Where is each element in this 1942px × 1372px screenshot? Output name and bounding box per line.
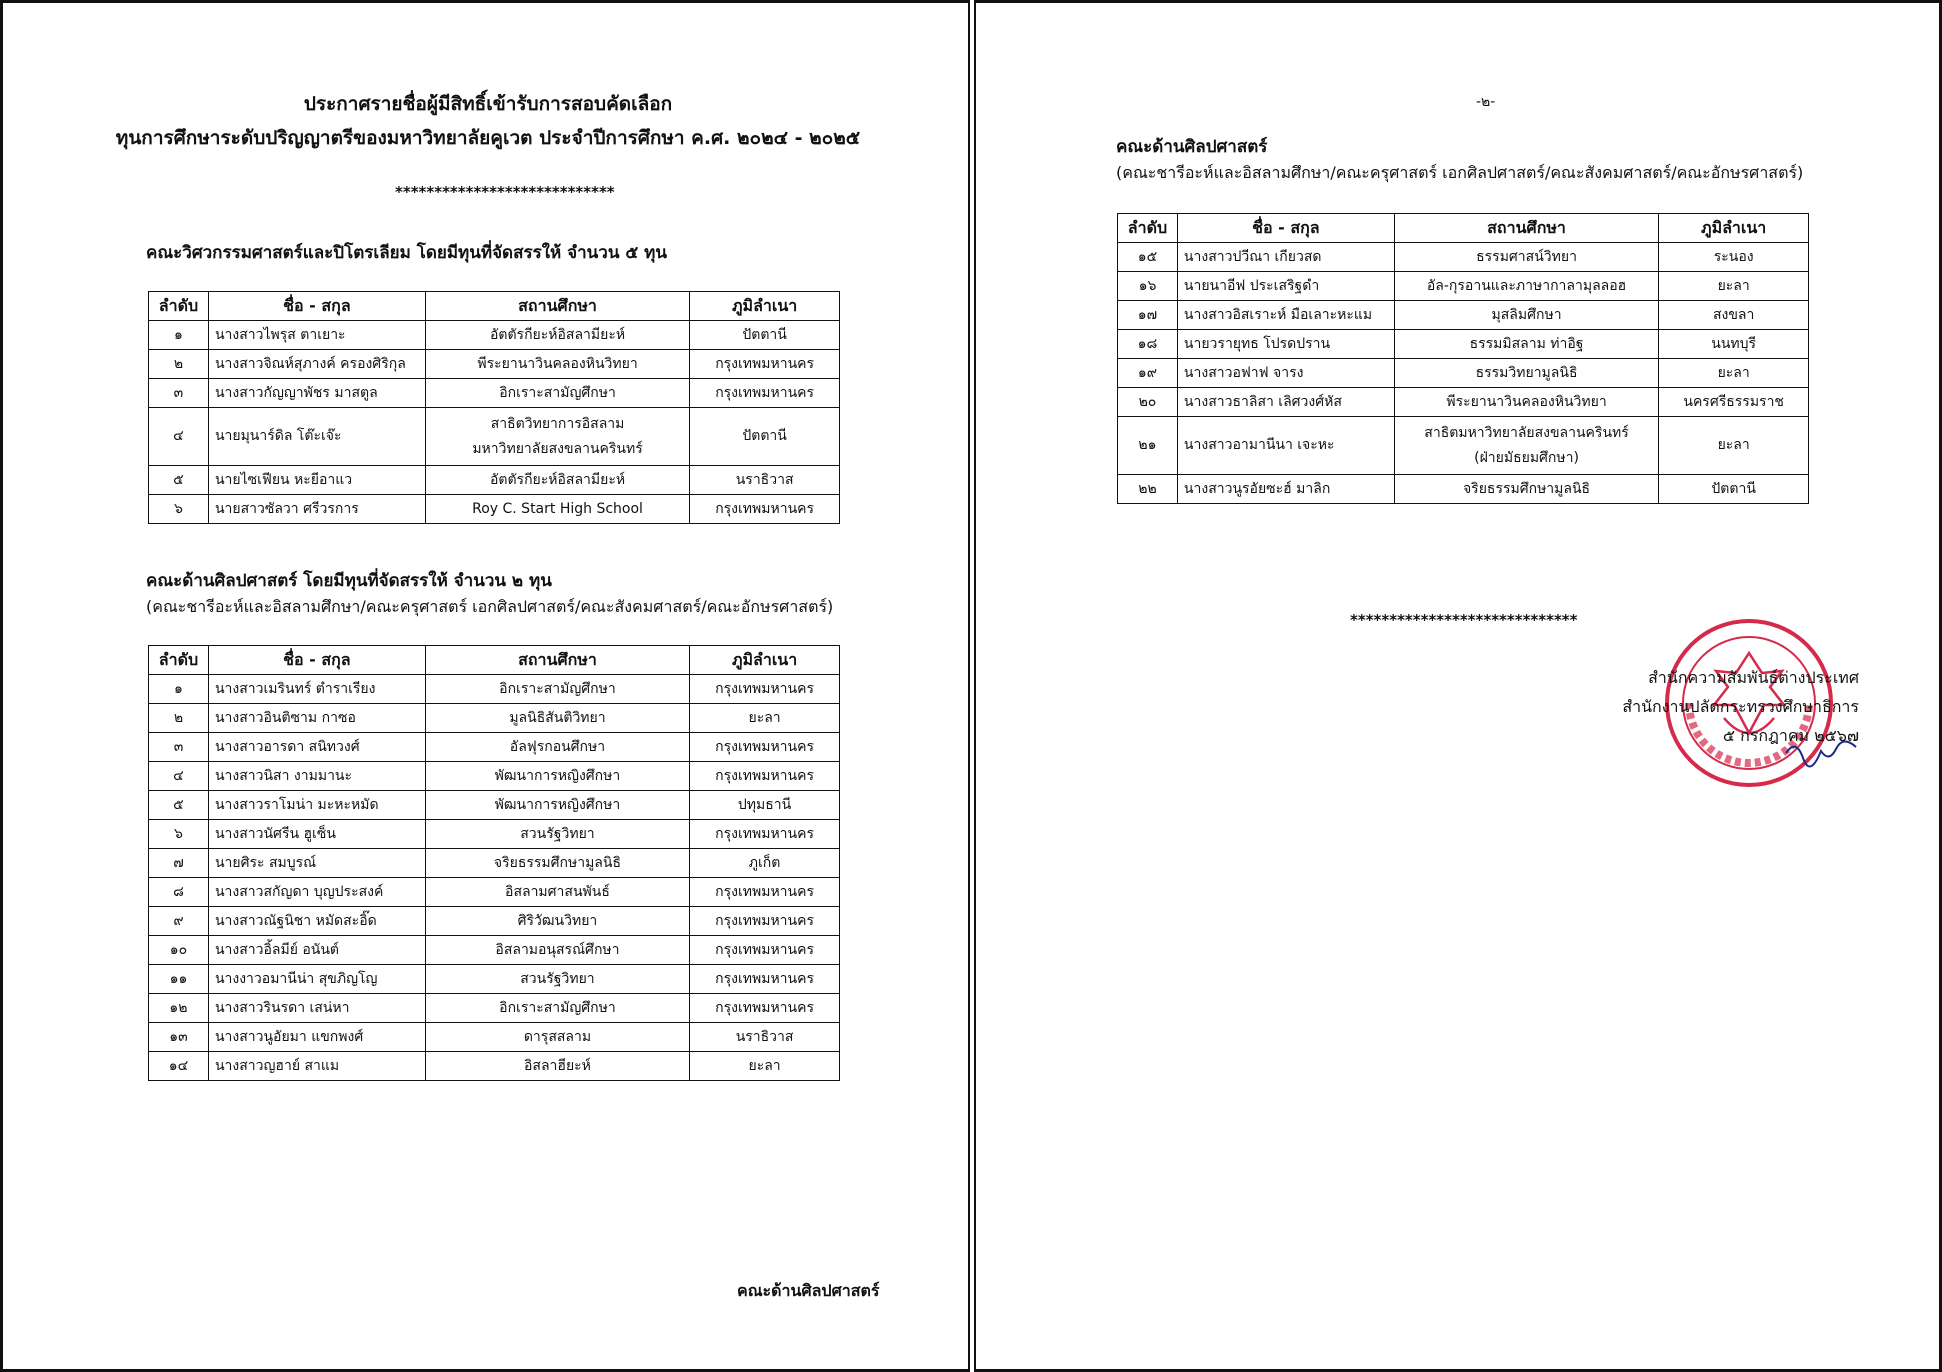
row-province: นราธิวาส (690, 1023, 840, 1052)
row-province: กรุงเทพมหานคร (690, 994, 840, 1023)
row-school: อิสลาฮียะห์ (425, 1052, 689, 1081)
row-no: ๔ (149, 762, 209, 791)
liberal-arts-table-page-1 (148, 645, 840, 1081)
row-no: ๑๗ (1118, 301, 1178, 330)
row-province: กรุงเทพมหานคร (690, 350, 840, 379)
row-school: จริยธรรมศึกษามูลนิธิ (425, 849, 689, 878)
row-no: ๓ (149, 733, 209, 762)
row-school: ดารุสสลาม (425, 1023, 689, 1052)
row-school: อัตตัรกียะห์อิสลามียะห์ (425, 466, 689, 495)
header-no: ลำดับ (149, 292, 209, 321)
row-no: ๕ (149, 791, 209, 820)
table-header-row (149, 646, 840, 675)
row-no: ๖ (149, 495, 209, 524)
row-school: พีระยานาวินคลองหินวิทยา (1394, 388, 1659, 417)
row-school: ธรรมศาสน์วิทยา (1394, 243, 1659, 272)
row-no: ๑๓ (149, 1023, 209, 1052)
row-province: กรุงเทพมหานคร (690, 762, 840, 791)
row-school: มุสลิมศึกษา (1394, 301, 1659, 330)
table-row (149, 466, 840, 495)
row-province: นนทบุรี (1659, 330, 1809, 359)
table-row (149, 733, 840, 762)
table-header-row (1118, 214, 1809, 243)
row-school: อิกเราะสามัญศึกษา (425, 994, 689, 1023)
page-number: -๒- (1476, 94, 1496, 110)
row-no: ๘ (149, 878, 209, 907)
table-row (149, 965, 840, 994)
row-school (1394, 417, 1659, 475)
table-row (1118, 475, 1809, 504)
row-no: ๑๕ (1118, 243, 1178, 272)
row-school: อิสลามอนุสรณ์ศึกษา (425, 936, 689, 965)
row-province: นราธิวาส (690, 466, 840, 495)
engineering-table (148, 291, 840, 524)
row-province: ปัตตานี (690, 408, 840, 466)
table-header-row (149, 292, 840, 321)
signature-line-2: สำนักงานปลัดกระทรวงศึกษาธิการ (1622, 697, 1859, 716)
table-row (149, 762, 840, 791)
row-school: อิสลามศาสนพันธ์ (425, 878, 689, 907)
row-no: ๖ (149, 820, 209, 849)
table-row (149, 907, 840, 936)
row-name: นางสาวณัฐนิชา หมัดสะอิ๊ด (208, 907, 425, 936)
signature-date: ๕ กรกฎาคม ๒๕๖๗ (1722, 726, 1859, 745)
table-row (149, 878, 840, 907)
row-name: นางสาวญฮาย์ สาแม (208, 1052, 425, 1081)
row-name: นางสาวอิสเราะห์ มือเลาะหะแม (1177, 301, 1394, 330)
row-name: นางสาวปวีณา เกียวสด (1177, 243, 1394, 272)
announcement-title-line-2: ทุนการศึกษาระดับปริญญาตรีของมหาวิทยาลัยคูเวต ประจำปีการศึกษา ค.ศ. ๒๐๒๔ - ๒๐๒๕ (115, 127, 861, 149)
row-school: สวนรัฐวิทยา (425, 965, 689, 994)
table-row (149, 994, 840, 1023)
row-no: ๑๔ (149, 1052, 209, 1081)
row-name: นายศิระ สมบูรณ์ (208, 849, 425, 878)
row-name: นางสาวอฟาฟ จารง (1177, 359, 1394, 388)
page2-section-subheading: (คณะชารีอะห์และอิสลามศึกษา/คณะครุศาสตร์ เอกศิลปศาสตร์/คณะสังคมศาสตร์/คณะอักษรศาสตร์) (1116, 163, 1804, 182)
row-no: ๒ (149, 350, 209, 379)
row-school-line-2: (ฝ่ายมัธยมศึกษา) (1474, 449, 1579, 466)
row-school: อัตตัรกียะห์อิสลามียะห์ (425, 321, 689, 350)
row-no: ๒ (149, 704, 209, 733)
section-subheading-liberal-arts: (คณะชารีอะห์และอิสลามศึกษา/คณะครุศาสตร์ เอกศิลปศาสตร์/คณะสังคมศาสตร์/คณะอักษรศาสตร์) (146, 597, 834, 616)
row-province: นครศรีธรรมราช (1659, 388, 1809, 417)
signature-line-1: สำนักความสัมพันธ์ต่างประเทศ (1648, 668, 1859, 687)
row-name: นางสาวนูอัยมา แขกพงศ์ (208, 1023, 425, 1052)
row-province: ปัตตานี (1659, 475, 1809, 504)
table-row (1118, 243, 1809, 272)
document-page-1 (0, 0, 970, 1372)
row-name: นางสาวนิสา งามมานะ (208, 762, 425, 791)
row-name: นางสาวจิณห์สุภางค์ ครองศิริกุล (208, 350, 425, 379)
row-school: อิกเราะสามัญศึกษา (425, 379, 689, 408)
row-no: ๑๘ (1118, 330, 1178, 359)
row-name: นายสาวซัลวา ศรีวรการ (208, 495, 425, 524)
table-row (1118, 417, 1809, 475)
section-heading-liberal-arts: คณะด้านศิลปศาสตร์ โดยมีทุนที่จัดสรรให้ จำนวน ๒ ทุน (146, 571, 552, 591)
section-heading-engineering: คณะวิศวกรรมศาสตร์และปิโตรเลียม โดยมีทุนที่จัดสรรให้ จำนวน ๕ ทุน (146, 243, 667, 263)
row-no: ๒๒ (1118, 475, 1178, 504)
row-school: พีระยานาวินคลองหินวิทยา (425, 350, 689, 379)
row-name: นางสาวอารดา สนิทวงศ์ (208, 733, 425, 762)
page2-section-heading: คณะด้านศิลปศาสตร์ (1116, 137, 1268, 157)
row-name: นายวรายุทธ โปรดปราน (1177, 330, 1394, 359)
row-province: กรุงเทพมหานคร (690, 965, 840, 994)
row-school (425, 408, 689, 466)
row-school-line-1: สาธิตวิทยาการอิสลาม (490, 415, 625, 432)
row-no: ๗ (149, 849, 209, 878)
liberal-arts-table-page-2 (1117, 213, 1809, 504)
row-school: ธรรมมิสลาม ท่าอิฐ (1394, 330, 1659, 359)
row-school: ศิริวัฒนวิทยา (425, 907, 689, 936)
row-school: จริยธรรมศึกษามูลนิธิ (1394, 475, 1659, 504)
row-name: นางสาวไพรุส ตาเยาะ (208, 321, 425, 350)
row-province: ยะลา (690, 1052, 840, 1081)
separator-stars: **************************** (395, 183, 615, 201)
row-name: นายมุนาร์ดิล โต๊ะเจ๊ะ (208, 408, 425, 466)
row-name: นางสาวอามานีนา เจะหะ (1177, 417, 1394, 475)
header-no: ลำดับ (1118, 214, 1178, 243)
table-row (149, 350, 840, 379)
row-school: อัลฟุรกอนศึกษา (425, 733, 689, 762)
header-name: ชื่อ - สกุล (1177, 214, 1394, 243)
row-name: นางสาวนัศรีน ฮูเซ็น (208, 820, 425, 849)
table-row (149, 820, 840, 849)
row-no: ๑ (149, 321, 209, 350)
row-school: พัฒนาการหญิงศึกษา (425, 762, 689, 791)
row-no: ๙ (149, 907, 209, 936)
row-name: นางสาวเมรินทร์ ตำราเรียง (208, 675, 425, 704)
row-province: ยะลา (1659, 417, 1809, 475)
header-name: ชื่อ - สกุล (208, 646, 425, 675)
row-no: ๑๑ (149, 965, 209, 994)
header-province: ภูมิลำเนา (690, 292, 840, 321)
row-no: ๑๐ (149, 936, 209, 965)
document-page-2 (974, 0, 1942, 1372)
row-province: ยะลา (1659, 359, 1809, 388)
row-school-line-1: สาธิตมหาวิทยาลัยสงขลานครินทร์ (1424, 424, 1629, 441)
table-row (149, 791, 840, 820)
row-no: ๔ (149, 408, 209, 466)
row-no: ๒๐ (1118, 388, 1178, 417)
row-school: Roy C. Start High School (425, 495, 689, 524)
table-row (149, 408, 840, 466)
table-row (1118, 388, 1809, 417)
table-row (149, 936, 840, 965)
row-province: ภูเก็ต (690, 849, 840, 878)
row-name: นางสาวสกัญดา บุญประสงค์ (208, 878, 425, 907)
row-province: ยะลา (690, 704, 840, 733)
row-province: สงขลา (1659, 301, 1809, 330)
header-province: ภูมิลำเนา (1659, 214, 1809, 243)
header-no: ลำดับ (149, 646, 209, 675)
row-name: นางสาวรินรดา เสน่หา (208, 994, 425, 1023)
row-province: กรุงเทพมหานคร (690, 936, 840, 965)
header-school: สถานศึกษา (425, 292, 689, 321)
row-province: กรุงเทพมหานคร (690, 907, 840, 936)
row-name: นางสาวอินติซาม กาซอ (208, 704, 425, 733)
row-school: อัล-กุรอานและภาษากาลามุลลอฮ (1394, 272, 1659, 301)
row-province: กรุงเทพมหานคร (690, 733, 840, 762)
row-province: กรุงเทพมหานคร (690, 495, 840, 524)
footer-next-section: คณะด้านศิลปศาสตร์ (737, 1281, 880, 1300)
row-province: ระนอง (1659, 243, 1809, 272)
table-row (1118, 330, 1809, 359)
header-school: สถานศึกษา (425, 646, 689, 675)
table-row (1118, 359, 1809, 388)
table-row (149, 495, 840, 524)
row-school: อิกเราะสามัญศึกษา (425, 675, 689, 704)
row-province: กรุงเทพมหานคร (690, 820, 840, 849)
table-row (149, 379, 840, 408)
signature-scribble-icon (1781, 733, 1861, 773)
row-province: กรุงเทพมหานคร (690, 878, 840, 907)
table-row (149, 321, 840, 350)
table-row (149, 1023, 840, 1052)
row-name: นางงาวอมานีน่า สุขภิญโญ (208, 965, 425, 994)
row-name: นายไซเฟียน หะยีอาแว (208, 466, 425, 495)
table-row (1118, 272, 1809, 301)
row-school: สวนรัฐวิทยา (425, 820, 689, 849)
table-row (149, 675, 840, 704)
row-no: ๑๖ (1118, 272, 1178, 301)
row-name: นางสาวนูรอัยซะฮ์ มาลิก (1177, 475, 1394, 504)
row-province: ยะลา (1659, 272, 1809, 301)
table-row (149, 704, 840, 733)
row-province: กรุงเทพมหานคร (690, 379, 840, 408)
table-row (149, 849, 840, 878)
row-school: พัฒนาการหญิงศึกษา (425, 791, 689, 820)
separator-stars: ***************************** (1350, 611, 1578, 629)
row-school: ธรรมวิทยามูลนิธิ (1394, 359, 1659, 388)
row-no: ๓ (149, 379, 209, 408)
table-row (1118, 301, 1809, 330)
row-province: ปัตตานี (690, 321, 840, 350)
row-province: ปทุมธานี (690, 791, 840, 820)
row-name: นางสาวธาลิสา เลิศวงศ์หัส (1177, 388, 1394, 417)
row-no: ๕ (149, 466, 209, 495)
row-school: มูลนิธิสันติวิทยา (425, 704, 689, 733)
row-no: ๒๑ (1118, 417, 1178, 475)
row-name: นางสาวอิ้ลมีย์ อนันต์ (208, 936, 425, 965)
header-province: ภูมิลำเนา (690, 646, 840, 675)
header-name: ชื่อ - สกุล (208, 292, 425, 321)
table-row (149, 1052, 840, 1081)
row-name: นายนาอีฟ ประเสริฐดำ (1177, 272, 1394, 301)
row-province: กรุงเทพมหานคร (690, 675, 840, 704)
row-school-line-2: มหาวิทยาลัยสงขลานครินทร์ (472, 440, 643, 457)
row-no: ๑๙ (1118, 359, 1178, 388)
row-name: นางสาวราโมน่า มะหะหมัด (208, 791, 425, 820)
announcement-title-line-1: ประกาศรายชื่อผู้มีสิทธิ์เข้ารับการสอบคัดเลือก (303, 93, 673, 115)
row-name: นางสาวกัญญาพัชร มาสตูล (208, 379, 425, 408)
row-no: ๑๒ (149, 994, 209, 1023)
row-no: ๑ (149, 675, 209, 704)
header-school: สถานศึกษา (1394, 214, 1659, 243)
